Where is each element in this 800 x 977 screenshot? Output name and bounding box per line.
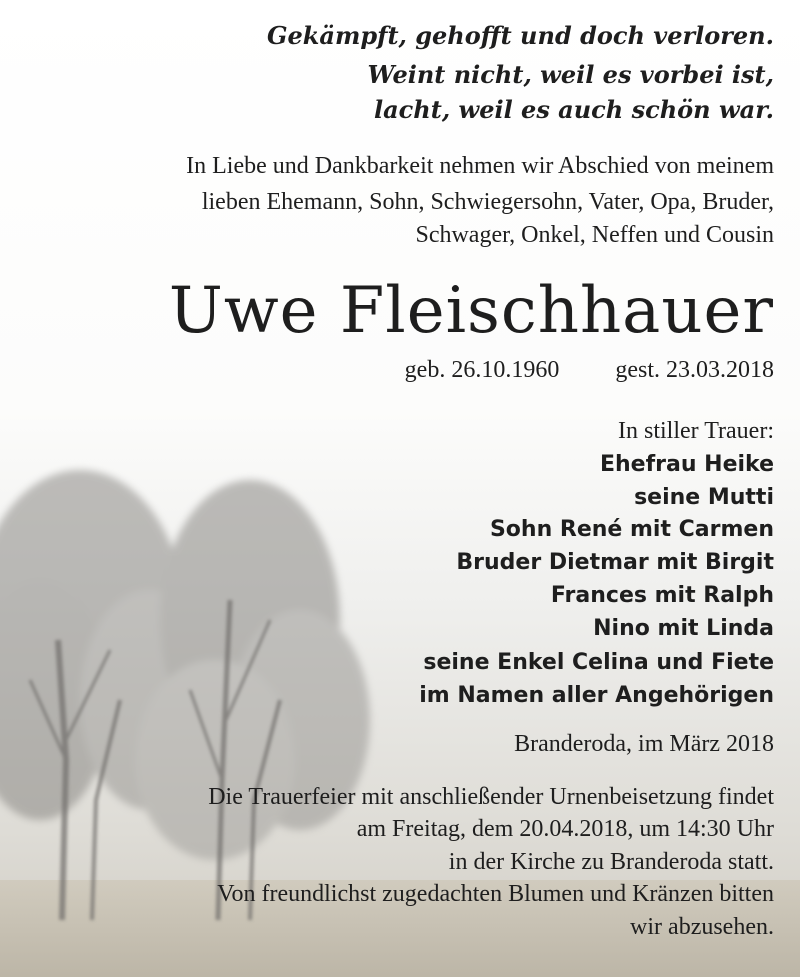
verse-line: lacht, weil es auch schön war. xyxy=(374,95,774,124)
verse-line: Weint nicht, weil es vorbei ist, xyxy=(367,60,774,89)
verse-line: Gekämpft, gehofft und doch verloren. xyxy=(267,21,774,50)
mourner: seine Enkel Celina und Fiete xyxy=(423,650,774,675)
notice-line: am Freitag, dem 20.04.2018, um 14:30 Uhr xyxy=(356,816,774,842)
mourner: seine Mutti xyxy=(634,485,774,510)
death-date: gest. 23.03.2018 xyxy=(615,357,774,383)
place-date: Branderoda, im März 2018 xyxy=(514,731,774,757)
mourner: Ehefrau Heike xyxy=(599,452,774,477)
notice-line: wir abzusehen. xyxy=(630,914,774,940)
mourner: Sohn René mit Carmen xyxy=(489,517,774,542)
mourner: Frances mit Ralph xyxy=(550,583,774,608)
notice-line: in der Kirche zu Branderoda statt. xyxy=(448,849,774,875)
mourner: Bruder Dietmar mit Birgit xyxy=(456,550,774,575)
intro-line: In Liebe und Dankbarkeit nehmen wir Abschied von meinem xyxy=(186,153,774,179)
life-dates xyxy=(405,357,774,384)
birth-date: geb. 26.10.1960 xyxy=(404,357,560,383)
notice-line: Die Trauerfeier mit anschließender Urnenbeisetzung findet xyxy=(208,784,774,810)
mourner: im Namen aller Angehörigen xyxy=(419,683,774,708)
intro-line: lieben Ehemann, Sohn, Schwiegersohn, Vater, Opa, Bruder, xyxy=(201,189,774,215)
mourners-heading: In stiller Trauer: xyxy=(618,418,774,444)
deceased-name: Uwe Fleischhauer xyxy=(168,274,774,348)
intro-line: Schwager, Onkel, Neffen und Cousin xyxy=(415,222,774,248)
mourner: Nino mit Linda xyxy=(593,616,774,641)
notice-line: Von freundlichst zugedachten Blumen und Kränzen bitten xyxy=(217,881,774,907)
